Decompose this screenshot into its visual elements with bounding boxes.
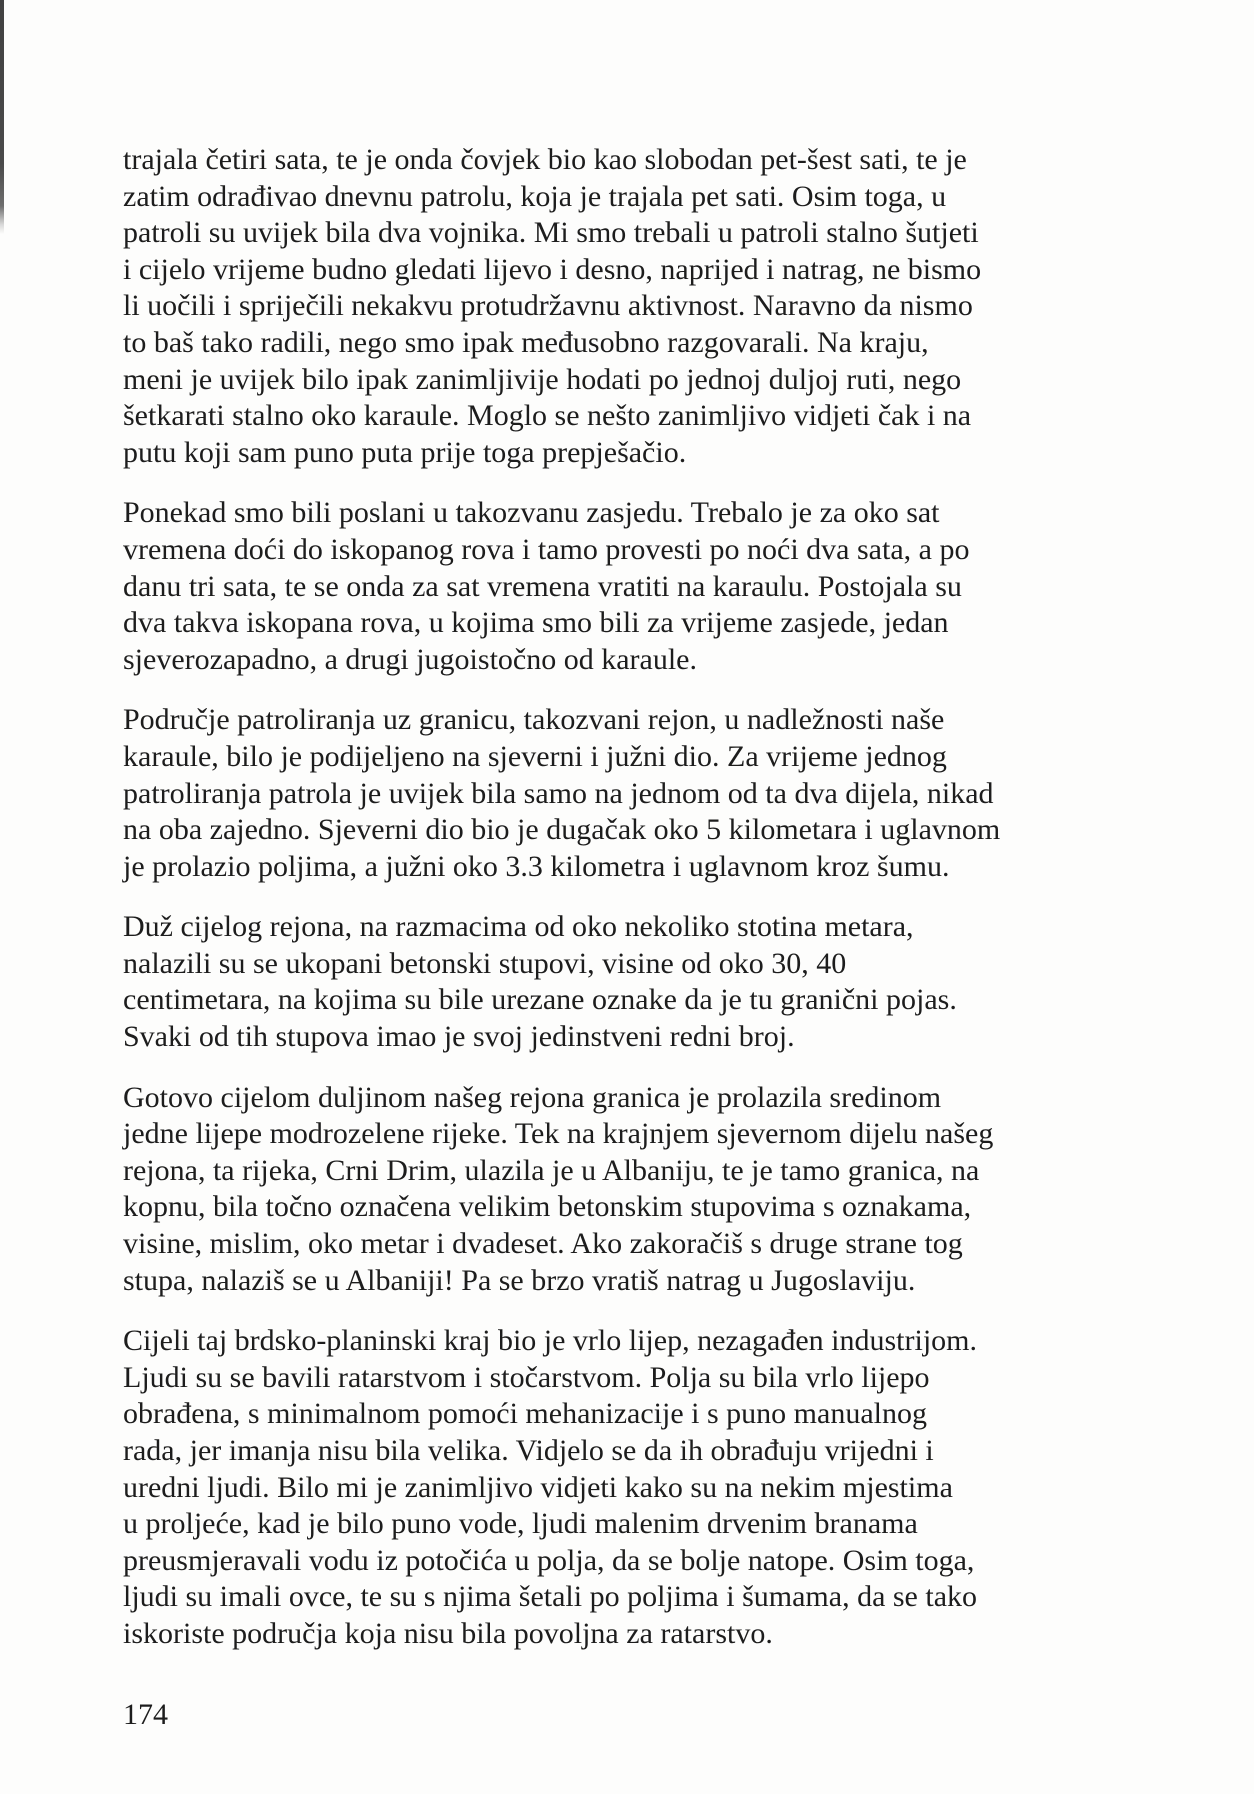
text-line: meni je uvijek bilo ipak zanimljivije hodati po jednoj duljoj ruti, nego	[123, 362, 962, 396]
paragraph-5	[123, 1080, 1193, 1300]
paragraph-2	[123, 495, 1193, 678]
text-line: rejona, ta rijeka, Crni Drim, ulazila je u Albaniju, te je tamo granica, na	[123, 1153, 980, 1187]
paragraph-1	[123, 142, 1193, 471]
text-line: Svaki od tih stupova imao je svoj jedinstveni redni broj.	[123, 1020, 795, 1054]
text-line: sjeverozapadno, a drugi jugoistočno od karaule.	[123, 642, 697, 676]
page-number: 174	[123, 1697, 168, 1731]
text-line: vremena doći do iskopanog rova i tamo provesti po noći dva sata, a po	[123, 532, 970, 566]
text-line: na oba zajedno. Sjeverni dio bio je dugačak oko 5 kilometara i uglavnom	[123, 813, 1001, 847]
text-line: zatim odrađivao dnevnu patrolu, koja je trajala pet sati. Osim toga, u	[123, 179, 947, 213]
text-line: danu tri sata, te se onda za sat vremena vratiti na karaulu. Postojala su	[123, 569, 962, 603]
text-line: patroli su uvijek bila dva vojnika. Mi smo trebali u patroli stalno šutjeti	[123, 216, 979, 250]
text-line: Područje patroliranja uz granicu, takozvani rejon, u nadležnosti naše	[123, 703, 945, 737]
text-line: to baš tako radili, nego smo ipak međusobno razgovarali. Na kraju,	[123, 325, 929, 359]
text-line: centimetara, na kojima su bile urezane oznake da je tu granični pojas.	[123, 983, 957, 1017]
text-line: preusmjeravali vodu iz potočića u polja, da se bolje natope. Osim toga,	[123, 1543, 975, 1577]
text-line: šetkarati stalno oko karaule. Moglo se nešto zanimljivo vidjeti čak i na	[123, 399, 972, 433]
paragraph-6	[123, 1323, 1193, 1652]
text-line: ljudi su imali ovce, te su s njima šetali po poljima i šumama, da se tako	[123, 1580, 978, 1614]
text-line: Ljudi su se bavili ratarstvom i stočarstvom. Polja su bila vrlo lijepo	[123, 1360, 930, 1394]
text-line: u proljeće, kad je bilo puno vode, ljudi malenim drvenim branama	[123, 1507, 918, 1541]
text-line: uredni ljudi. Bilo mi je zanimljivo vidjeti kako su na nekim mjestima	[123, 1470, 953, 1504]
text-line: karaule, bilo je podijeljeno na sjeverni i južni dio. Za vrijeme jednog	[123, 739, 947, 773]
text-line: kopnu, bila točno označena velikim betonskim stupovima s oznakama,	[123, 1190, 972, 1224]
text-line: Ponekad smo bili poslani u takozvanu zasjedu. Trebalo je za oko sat	[123, 496, 940, 530]
text-line: li uočili i spriječili nekakvu protudržavnu aktivnost. Naravno da nismo	[123, 289, 973, 323]
text-line: visine, mislim, oko metar i dvadeset. Ako zakoračiš s druge strane tog	[123, 1227, 963, 1261]
text-line: nalazili su se ukopani betonski stupovi, visine od oko 30, 40	[123, 946, 847, 980]
text-line: Gotovo cijelom duljinom našeg rejona granica je prolazila sredinom	[123, 1080, 942, 1114]
text-line: rada, jer imanja nisu bila velika. Vidjelo se da ih obrađuju vrijedni i	[123, 1434, 934, 1467]
text-line: Cijeli taj brdsko-planinski kraj bio je vrlo lijep, nezagađen industrijom.	[123, 1324, 977, 1358]
text-line: iskoriste područja koja nisu bila povoljna za ratarstvo.	[123, 1616, 773, 1650]
text-line: dva takva iskopana rova, u kojima smo bili za vrijeme zasjede, jedan	[123, 606, 949, 640]
paragraph-3	[123, 702, 1193, 885]
text-line: obrađena, s minimalnom pomoći mehanizacije i s puno manualnog	[123, 1397, 927, 1431]
text-line: je prolazio poljima, a južni oko 3.3 kilometra i uglavnom kroz šumu.	[123, 849, 950, 883]
text-line: jedne lijepe modrozelene rijeke. Tek na krajnjem sjevernom dijelu našeg	[123, 1117, 994, 1151]
text-line: trajala četiri sata, te je onda čovjek bio kao slobodan pet-šest sati, te je	[123, 143, 967, 176]
text-line: stupa, nalaziš se u Albaniji! Pa se brzo vratiš natrag u Jugoslaviju.	[123, 1263, 916, 1297]
text-line: patroliranja patrola je uvijek bila samo na jednom od ta dva dijela, nikad	[123, 776, 994, 810]
paragraph-4	[123, 909, 1193, 1055]
scan-edge-artifact	[0, 0, 4, 234]
text-line: putu koji sam puno puta prije toga prepješačio.	[123, 435, 687, 469]
text-line: Duž cijelog rejona, na razmacima od oko nekoliko stotina metara,	[123, 910, 914, 944]
page-text	[123, 0, 1193, 1733]
text-line: i cijelo vrijeme budno gledati lijevo i desno, naprijed i natrag, ne bismo	[123, 252, 982, 286]
